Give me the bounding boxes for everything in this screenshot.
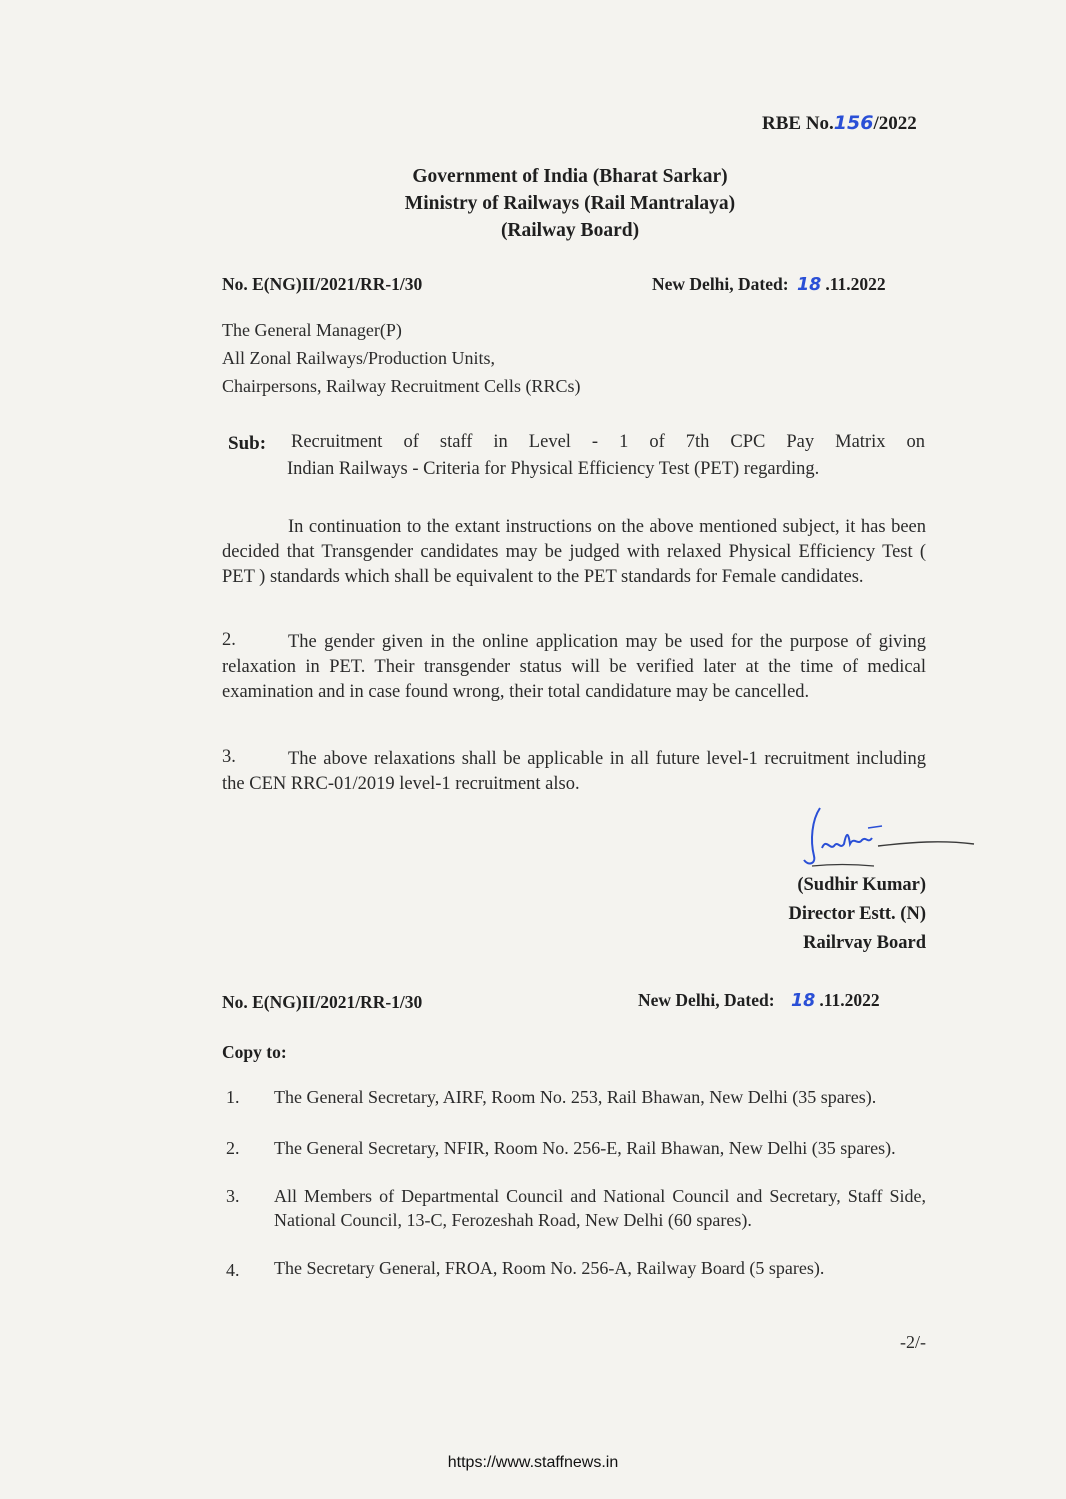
signatory-name: (Sudhir Kumar)	[797, 875, 926, 895]
date-day-handwritten: 18	[796, 275, 822, 295]
date-label: New Delhi, Dated:	[652, 274, 789, 294]
subject-line-2: Indian Railways - Criteria for Physical Efficiency Test (PET) regarding.	[287, 459, 820, 479]
copy-date-day-handwritten: 18	[790, 991, 816, 1011]
copy-item-4-text: The Secretary General, FROA, Room No. 256-A, Railway Board (5 spares).	[274, 1258, 825, 1278]
addressee-line-3: Chairpersons, Railway Recruitment Cells (RRCs)	[222, 376, 581, 396]
subject-label: Sub:	[228, 433, 267, 454]
copy-item-2-number: 2.	[226, 1138, 240, 1158]
rbe-number	[762, 112, 917, 135]
paragraph-2: The gender given in the online application may be used for the purpose of giving relaxation in PET. Their transgender status will be verified later at the time of medical examination and in case found wrong, their total candidature may be cancelled.	[222, 632, 926, 702]
paragraph-2-number: 2.	[222, 630, 236, 650]
addressee-line-2: All Zonal Railways/Production Units,	[222, 348, 495, 368]
header-line-1: Government of India (Bharat Sarkar)	[412, 166, 728, 187]
copy-item-2-text: The General Secretary, NFIR, Room No. 256-E, Rail Bhawan, New Delhi (35 spares).	[274, 1138, 896, 1158]
paragraph-3-number: 3.	[222, 747, 236, 767]
paragraph-1: In continuation to the extant instructions on the above mentioned subject, it has been decided that Transgender candidates may be judged with relaxed Physical Efficiency Test ( PET ) standards which shall be equivalent to the PET standards for Female candidates.	[222, 517, 926, 587]
page-continuation-marker: -2/-	[900, 1332, 926, 1352]
signature-mark	[782, 800, 982, 870]
rbe-handwritten-number: 156	[833, 112, 874, 134]
copy-item-1-text: The General Secretary, AIRF, Room No. 253, Rail Bhawan, New Delhi (35 spares).	[274, 1087, 877, 1107]
copy-reference-date	[638, 990, 880, 1011]
subject-line-1: Recruitment of staff in Level - 1 of 7th CPC Pay Matrix on	[291, 432, 925, 452]
copy-to-title: Copy to:	[222, 1042, 287, 1062]
copy-reference-number: No. E(NG)II/2021/RR-1/30	[222, 992, 423, 1012]
copy-item-3-text: All Members of Departmental Council and National Council and Secretary, Staff Side, National Council, 13-C, Ferozeshah Road, New Delhi (60 spares).	[274, 1186, 926, 1230]
rbe-suffix: /2022	[873, 113, 917, 134]
reference-date	[652, 274, 886, 295]
header-line-3: (Railway Board)	[500, 220, 640, 241]
date-rest: .11.2022	[825, 274, 886, 294]
signatory-designation: Director Estt. (N)	[788, 904, 926, 924]
copy-item-1-number: 1.	[226, 1087, 240, 1107]
copy-item-3-number: 3.	[226, 1186, 240, 1206]
addressee-line-1: The General Manager(P)	[222, 320, 402, 340]
rbe-prefix: RBE No.	[762, 113, 834, 134]
reference-number: No. E(NG)II/2021/RR-1/30	[222, 274, 423, 294]
copy-item-4-number: 4.	[226, 1260, 240, 1280]
copy-date-rest: .11.2022	[819, 990, 880, 1010]
paragraph-3: The above relaxations shall be applicable in all future level-1 recruitment including the CEN RRC-01/2019 level-1 recruitment also.	[222, 749, 926, 794]
footer-url[interactable]: https://www.staffnews.in	[447, 1454, 619, 1471]
signatory-office: Railrvay Board	[803, 933, 926, 953]
header-line-2: Ministry of Railways (Rail Mantralaya)	[404, 193, 736, 214]
copy-date-label: New Delhi, Dated:	[638, 990, 775, 1010]
